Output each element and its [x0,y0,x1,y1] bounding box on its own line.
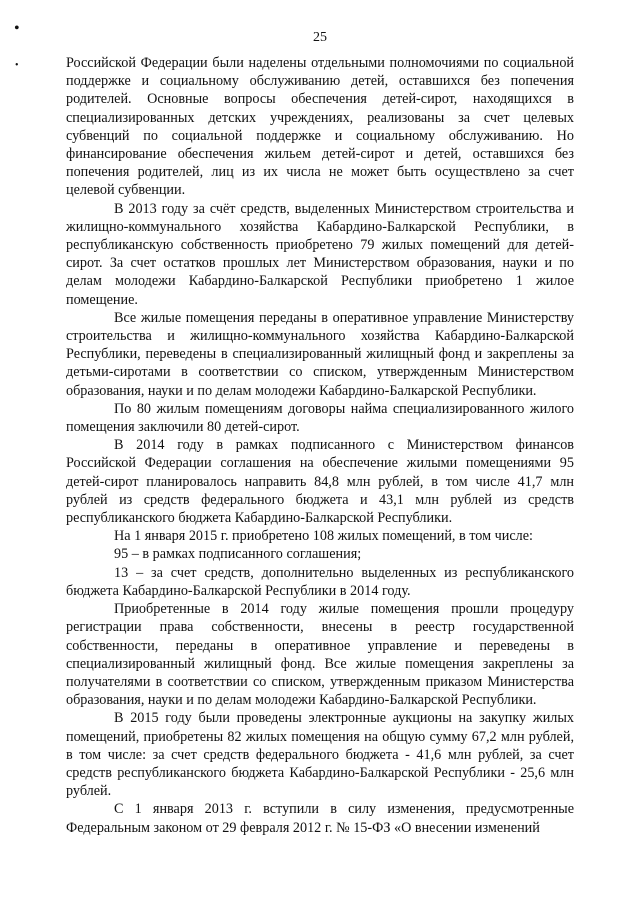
page-number: 25 [313,30,327,45]
paragraph: Приобретенные в 2014 году жилые помещения прошли процедуру регистрации права собственности, внесены в реестр государственной собственности, переданы в оперативное управление и переведены в специализированный жилищный фонд. Все жилые помещения закреплены за получателями в соответствии со списком, утвержденным приказом Министерства образования, науки и по делам молодежи Кабардино-Балкарской Республики. [66,601,574,709]
paragraph: По 80 жилым помещениям договоры найма специализированного жилого помещения заключили 80 детей-сирот. [66,400,574,436]
margin-mark: • [15,60,19,71]
paragraph: Все жилые помещения переданы в оперативное управление Министерству строительства и жилищно-коммунального хозяйства Кабардино-Балкарской Республики, переведены в специализированный жилищный фонд и закреплены за детьми-сиротами в соответствии со списком, утвержденным Министерством образования, науки и по делам молодежи Кабардино-Балкарской Республики. [66,309,574,399]
document-body [66,54,574,837]
paragraph: В 2015 году были проведены электронные аукционы на закупку жилых помещений, приобретены 82 жилых помещения на общую сумму 67,2 млн рублей, в том числе: за счет средств федерального бюджета - 41,6 млн рублей, за счет средств республиканского бюджета Кабардино-Балкарской Республики - 25,6 млн рублей. [66,710,574,800]
paragraph: На 1 января 2015 г. приобретено 108 жилых помещений, в том числе: [114,528,533,545]
paragraph: Российской Федерации были наделены отдельными полномочиями по социальной поддержке и социальному обслуживанию детей, оставшихся без попечения родителей. Основные вопросы обеспечения детей-сирот, находящихся в специализированных детских учреждениях, реализованы за счет целевых субвенций по социальной поддержке и социальному обслуживанию. Но финансирование обеспечения жильем детей-сирот и детей, оставшихся без попечения родителей, лиц из их числа не может быть осуществлено за счет целевой субвенции. [66,55,574,199]
paragraph: В 2013 году за счёт средств, выделенных Министерством строительства и жилищно-коммунального хозяйства Кабардино-Балкарской Республики, в республиканскую собственность приобретено 79 жилых помещений для детей-сирот. За счет остатков прошлых лет Министерством образования, науки и по делам молодежи Кабардино-Балкарской Республики приобретено 1 жилое помещение. [66,200,574,308]
list-item: 95 – в рамках подписанного соглашения; [114,546,362,563]
paragraph: В 2014 году в рамках подписанного с Министерством финансов Российской Федерации соглашения на обеспечение жилыми помещениями 95 детей-сирот планировалось направить 84,8 млн рублей, в том числе 41,7 млн рублей из средств федерального бюджета и 43,1 млн рублей из средств республиканского бюджета Кабардино-Балкарской Республики. [66,437,574,527]
paragraph: С 1 января 2013 г. вступили в силу изменения, предусмотренные Федеральным законом от 29 февраля 2012 г. № 15-ФЗ «О внесении изменений [66,801,574,836]
list-item: 13 – за счет средств, дополнительно выделенных из республиканского бюджета Кабардино-Балкарской Республики в 2014 году. [66,564,574,599]
margin-mark: • [14,20,20,37]
